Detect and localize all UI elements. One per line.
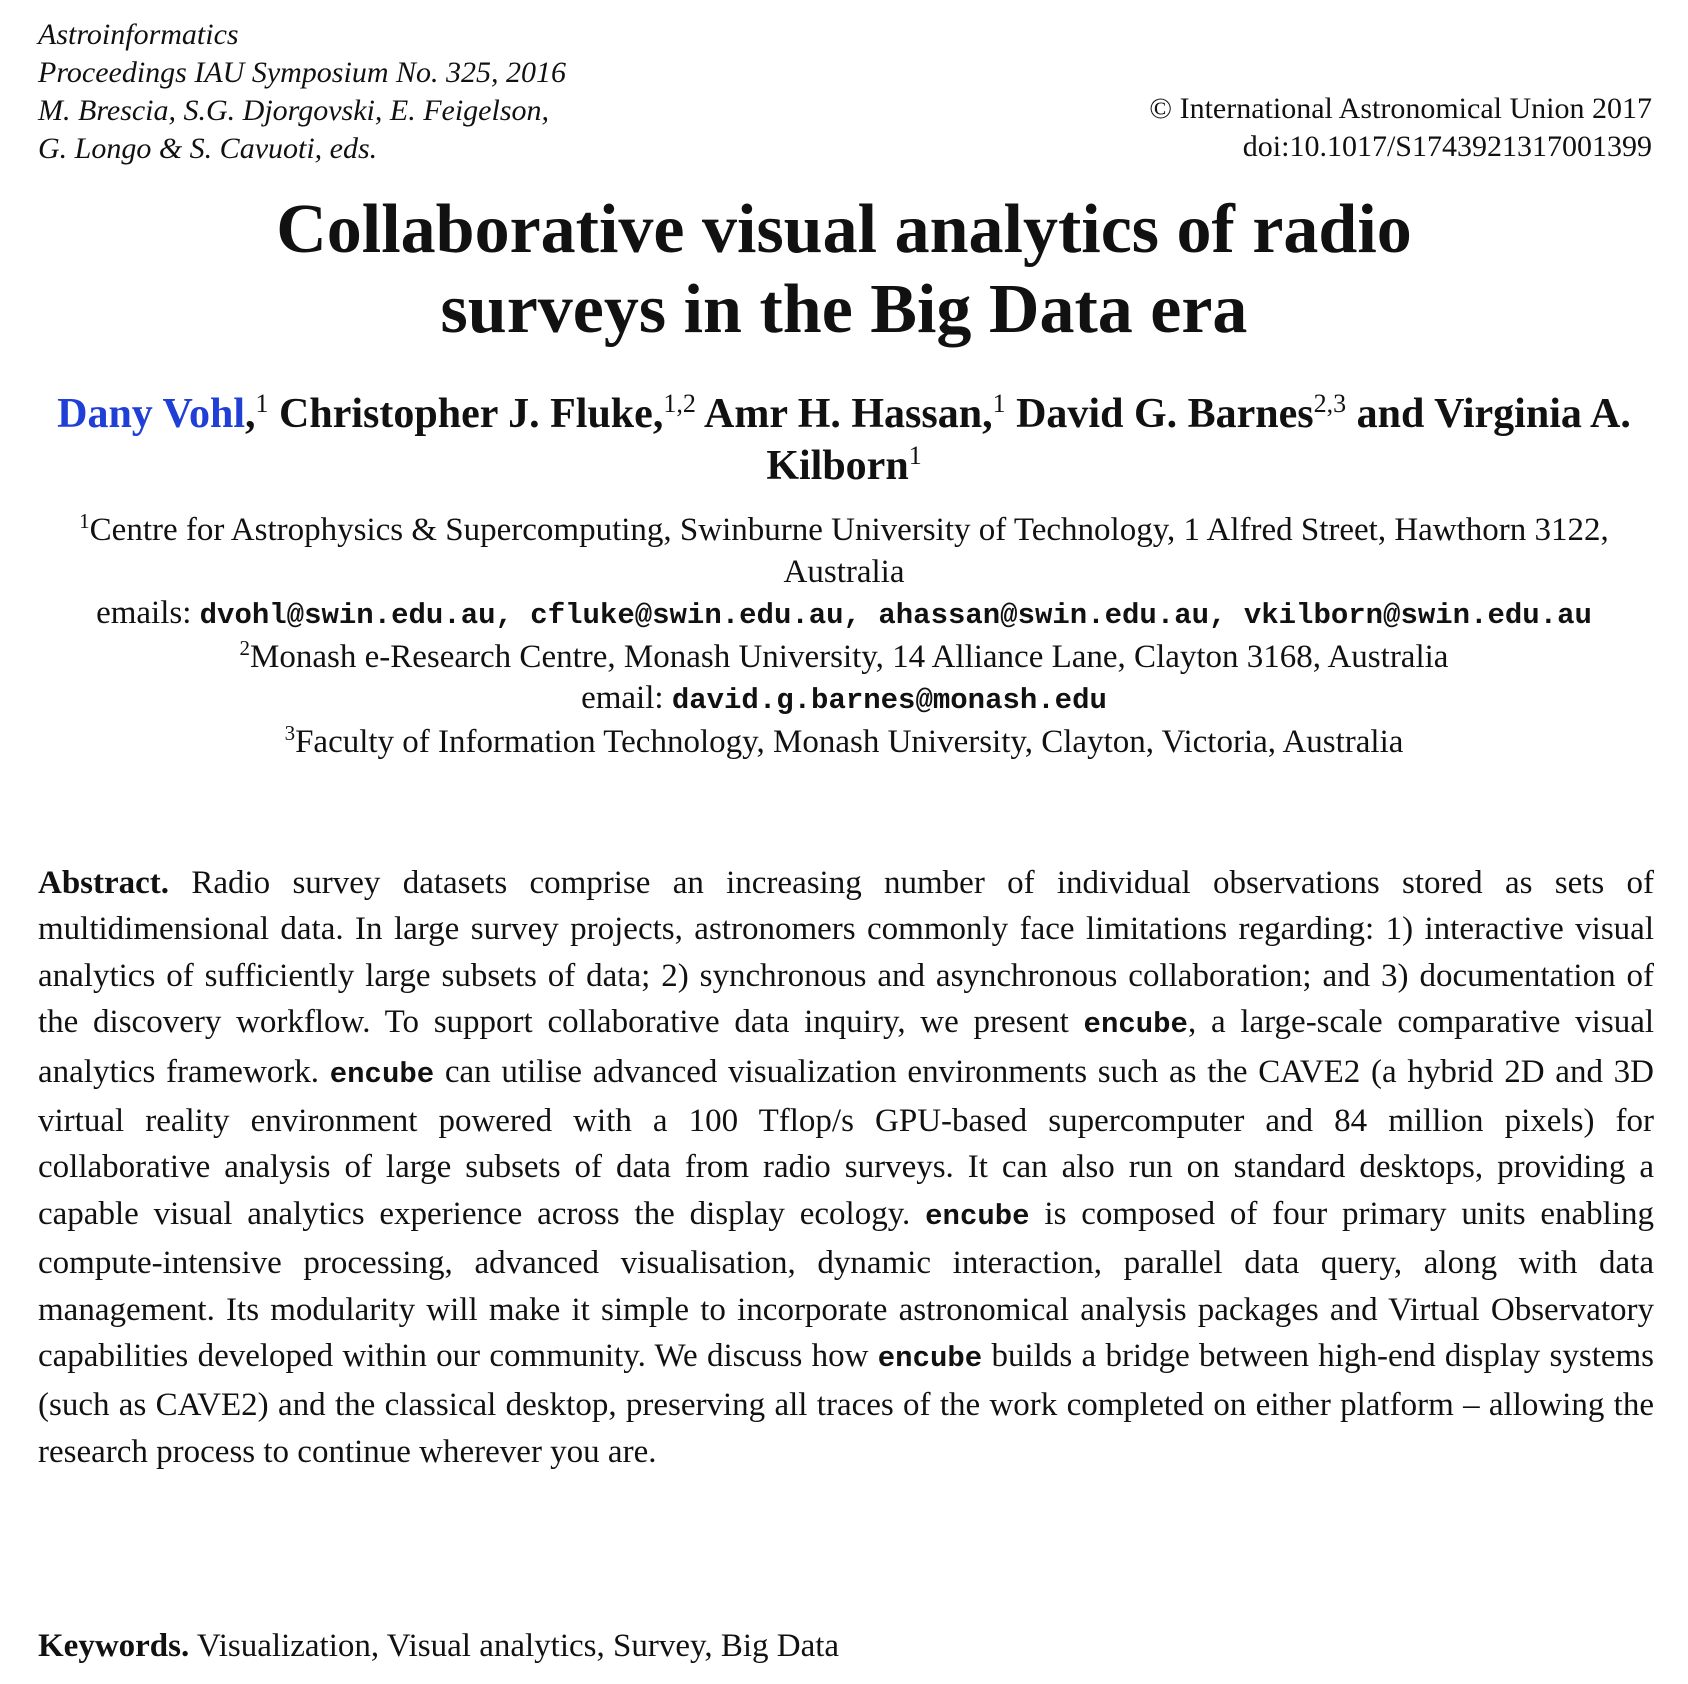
author-list [40, 388, 1648, 492]
author-link[interactable]: Dany Vohl [57, 391, 246, 437]
affiliation-text: Centre for Astrophysics & Supercomputing, Swinburne University of Technology, 1 Alfred Street, Hawthorn 3122, Australia [89, 512, 1609, 590]
header-line: Proceedings IAU Symposium No. 325, 2016 [38, 56, 566, 89]
abstract-text: builds a bridge between high-end display systems (such as CAVE2) and the classical desktop, preserving all traces of the work completed on either platform – allowing the research process to continue wherever you are. [38, 1338, 1655, 1470]
title-line: Collaborative visual analytics of radio [276, 191, 1412, 268]
affiliation [40, 722, 1648, 764]
copyright-notice: © International Astronomical Union 2017 [1149, 92, 1652, 125]
keywords-label: Keywords. [38, 1628, 190, 1664]
email-addresses[interactable]: dvohl@swin.edu.au, cfluke@swin.edu.au, ahassan@swin.edu.au, vkilborn@swin.edu.au [199, 599, 1592, 632]
author-affil-sup: 2,3 [1313, 389, 1347, 418]
software-name: encube [877, 1342, 983, 1376]
header-line: Astroinformatics [38, 18, 239, 51]
title-line: surveys in the Big Data era [440, 271, 1248, 348]
affiliation-emails [40, 593, 1648, 637]
author-name: Virginia A. Kilborn [766, 391, 1631, 489]
author-affil-sup: 1 [255, 389, 269, 418]
software-name: encube [1083, 1008, 1188, 1042]
software-name: encube [329, 1057, 435, 1091]
author-affil-sup: 1 [992, 389, 1006, 418]
abstract-text: is composed of four primary units enabling compute-intensive processing, advanced visualisation, dynamic interaction, parallel data query, along with data management. Its modularity will make it simple to incorporate astronomical analysis packages and Virtual Observatory capabilities developed within our community. We discuss how [38, 1195, 1655, 1375]
affiliation-text: Monash e-Research Centre, Monash University, 14 Alliance Lane, Clayton 3168, Australia [250, 638, 1449, 675]
affiliations [40, 510, 1648, 763]
email-label: email: [581, 680, 664, 716]
affiliation-sup: 2 [239, 635, 251, 660]
author-affil-sup: 1,2 [663, 389, 696, 418]
paper-title [80, 190, 1608, 350]
author-sep: , [245, 391, 256, 437]
affiliation-emails [40, 678, 1648, 722]
author-name: Christopher J. Fluke [279, 391, 653, 437]
author-name: David G. Barnes [1016, 391, 1314, 437]
software-name: encube [925, 1199, 1030, 1233]
keywords [38, 1624, 1654, 1668]
email-label: emails: [96, 595, 192, 631]
author-affil-sup: 1 [908, 441, 922, 470]
keywords-text: Visualization, Visual analytics, Survey, Big Data [196, 1628, 840, 1664]
abstract-text: Radio survey datasets comprise an increasing number of individual observations stored as sets of multidimensional data. In large survey projects, astronomers commonly face limitations regarding: 1) interactive visual analytics of sufficiently large subsets of data; 2) synchronous and asynchronous collaboration; and 3) documentation of the discovery workflow. To support collaborative data inquiry, we present [38, 865, 1655, 1041]
abstract [38, 860, 1654, 1475]
doi: doi:10.1017/S1743921317001399 [1242, 130, 1652, 163]
affiliation-text: Faculty of Information Technology, Monash University, Clayton, Victoria, Australia [295, 723, 1404, 760]
header-line: G. Longo & S. Cavuoti, eds. [38, 132, 378, 165]
affiliation-sup: 1 [79, 509, 90, 533]
email-addresses[interactable]: david.g.barnes@monash.edu [671, 684, 1107, 717]
author-sep: , [652, 391, 664, 437]
abstract-text: can utilise advanced visualization environments such as the CAVE2 (a hybrid 2D and 3D virtual reality environment powered with a 100 Tflop/s GPU-based supercomputer and 84 million pixels) for collaborative analysis of large subsets of data from radio surveys. It can also run on standard desktops, providing a capable visual analytics experience across the display ecology. [38, 1053, 1654, 1232]
journal-header [38, 16, 798, 168]
author-conjunction: and [1356, 391, 1425, 437]
affiliation [40, 510, 1648, 593]
affiliation [40, 637, 1648, 679]
affiliation-sup: 3 [284, 720, 296, 745]
copyright-block [1149, 90, 1652, 166]
author-sep: , [982, 391, 993, 437]
header-line: M. Brescia, S.G. Djorgovski, E. Feigelson, [38, 94, 550, 127]
author-name: Amr H. Hassan [704, 391, 983, 437]
abstract-text: , a large-scale comparative visual analytics framework. [38, 1004, 1655, 1090]
abstract-label: Abstract. [38, 865, 170, 901]
